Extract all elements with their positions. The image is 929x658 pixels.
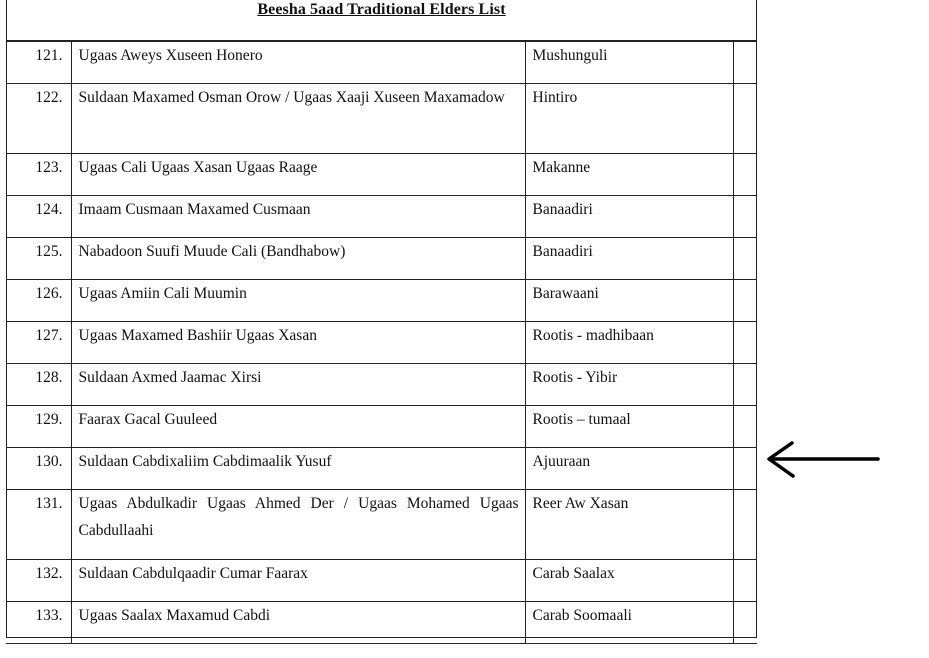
clan-name: Reer Aw Xasan xyxy=(525,490,733,560)
table-row xyxy=(6,490,757,560)
row-number: 123. xyxy=(6,154,71,196)
elder-name: Imaam Cusmaan Maxamed Cusmaan xyxy=(71,196,525,238)
elder-name: Suldaan Cabdixaliim Cabdimaalik Yusuf xyxy=(71,448,525,490)
elder-name: Suldaan Cabdulqaadir Cumar Faarax xyxy=(71,560,525,602)
empty-cell xyxy=(733,196,757,238)
table-row xyxy=(6,322,757,364)
row-number: 124. xyxy=(6,196,71,238)
empty-cell xyxy=(733,560,757,602)
table-row xyxy=(6,84,757,154)
page-title: Beesha 5aad Traditional Elders List xyxy=(257,1,506,18)
table-row xyxy=(6,280,757,322)
row-number: 128. xyxy=(6,364,71,406)
elder-name: Faarax Gacal Guuleed xyxy=(71,406,525,448)
elder-name: Ugaas Amiin Cali Muumin xyxy=(71,280,525,322)
row-number: 122. xyxy=(6,84,71,154)
table-row xyxy=(6,154,757,196)
empty-cell xyxy=(733,238,757,280)
empty-cell xyxy=(733,406,757,448)
empty-cell xyxy=(733,364,757,406)
empty-cell xyxy=(733,42,757,84)
elder-name: Ugaas Abdulkadir Ugaas Ahmed Der / Ugaas Mohamed Ugaas Cabdullaahi xyxy=(71,490,525,560)
table-row xyxy=(6,42,757,84)
empty-cell xyxy=(733,280,757,322)
table-row xyxy=(6,448,757,490)
clan-name: Banaadiri xyxy=(525,196,733,238)
table-row xyxy=(6,196,757,238)
elder-name: Ugaas Cali Ugaas Xasan Ugaas Raage xyxy=(71,154,525,196)
row-number: 130. xyxy=(6,448,71,490)
clan-name: Hintiro xyxy=(525,84,733,154)
clan-name: Rootis - Yibir xyxy=(525,364,733,406)
elders-table xyxy=(6,41,757,644)
elder-name: Nabadoon Suufi Muude Cali (Bandhabow) xyxy=(71,238,525,280)
clan-name: Rootis - madhibaan xyxy=(525,322,733,364)
table-row xyxy=(6,364,757,406)
row-number: 133. xyxy=(6,602,71,644)
clan-name: Banaadiri xyxy=(525,238,733,280)
clan-name: Ajuuraan xyxy=(525,448,733,490)
table-row xyxy=(6,602,757,644)
clan-name: Mushunguli xyxy=(525,42,733,84)
row-number: 121. xyxy=(6,42,71,84)
clan-name: Rootis – tumaal xyxy=(525,406,733,448)
elder-name: Ugaas Maxamed Bashiir Ugaas Xasan xyxy=(71,322,525,364)
row-number: 131. xyxy=(6,490,71,560)
clan-name: Barawaani xyxy=(525,280,733,322)
empty-cell xyxy=(733,154,757,196)
empty-cell xyxy=(733,322,757,364)
row-number: 132. xyxy=(6,560,71,602)
elder-name: Suldaan Maxamed Osman Orow / Ugaas Xaaji Xuseen Maxamadow xyxy=(71,84,525,154)
title-bar xyxy=(6,0,757,41)
row-number: 127. xyxy=(6,322,71,364)
row-number: 126. xyxy=(6,280,71,322)
elder-name: Ugaas Aweys Xuseen Honero xyxy=(71,42,525,84)
elder-name: Suldaan Axmed Jaamac Xirsi xyxy=(71,364,525,406)
table-row xyxy=(6,560,757,602)
empty-cell xyxy=(733,490,757,560)
elder-name: Ugaas Saalax Maxamud Cabdi xyxy=(71,602,525,644)
table-row xyxy=(6,238,757,280)
row-number: 125. xyxy=(6,238,71,280)
table-row xyxy=(6,406,757,448)
row-number: 129. xyxy=(6,406,71,448)
empty-cell xyxy=(733,448,757,490)
clan-name: Makanne xyxy=(525,154,733,196)
clan-name: Carab Saalax xyxy=(525,560,733,602)
clan-name: Carab Soomaali xyxy=(525,602,733,644)
empty-cell xyxy=(733,84,757,154)
left-arrow-icon xyxy=(764,440,882,480)
empty-cell xyxy=(733,602,757,644)
